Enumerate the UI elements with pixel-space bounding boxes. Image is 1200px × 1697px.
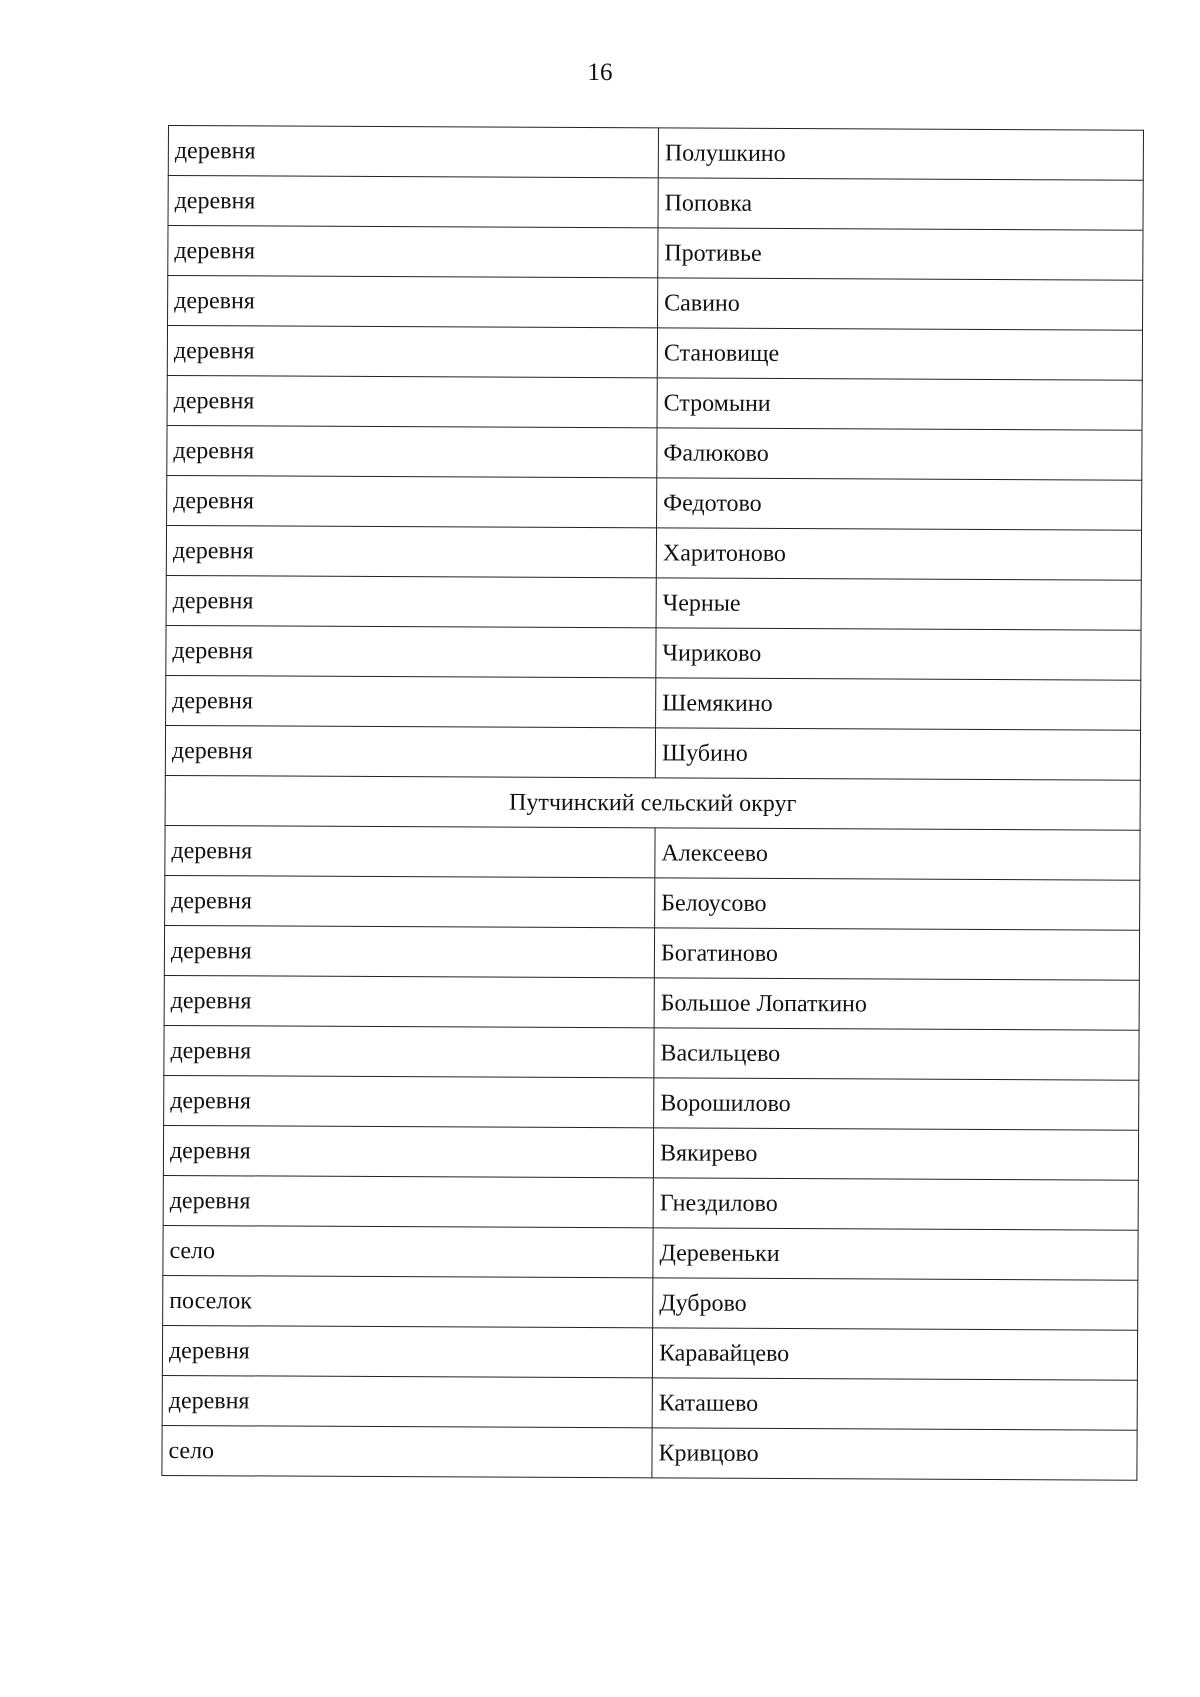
settlement-name-cell: Поповка bbox=[658, 178, 1143, 230]
settlement-name-cell: Алексеево bbox=[655, 828, 1140, 880]
settlement-type-cell: деревня bbox=[166, 575, 656, 627]
table-row bbox=[163, 1175, 1138, 1230]
settlement-name-cell: Большое Лопаткино bbox=[654, 978, 1139, 1030]
table-row bbox=[166, 625, 1141, 680]
table-row bbox=[163, 1225, 1138, 1280]
section-row bbox=[165, 775, 1140, 830]
section-title: Путчинский сельский округ bbox=[165, 775, 1140, 830]
settlement-name-cell: Васильцево bbox=[654, 1028, 1139, 1080]
settlements-table bbox=[161, 125, 1144, 1481]
table-row bbox=[167, 326, 1142, 381]
table-row bbox=[165, 875, 1140, 930]
table-row bbox=[168, 176, 1143, 231]
settlement-type-cell: деревня bbox=[164, 1025, 654, 1077]
settlement-name-cell: Дуброво bbox=[653, 1278, 1138, 1330]
settlement-name-cell: Шемякино bbox=[656, 678, 1141, 730]
table-row bbox=[168, 126, 1143, 181]
settlement-type-cell: деревня bbox=[163, 1125, 653, 1177]
settlement-type-cell: деревня bbox=[165, 725, 655, 777]
settlement-name-cell: Кривцово bbox=[652, 1428, 1137, 1480]
settlement-type-cell: деревня bbox=[166, 675, 656, 727]
settlement-name-cell: Савино bbox=[658, 278, 1143, 330]
table-row bbox=[165, 725, 1140, 780]
table-row bbox=[166, 575, 1141, 630]
settlement-name-cell: Стромыни bbox=[657, 378, 1142, 430]
table-row bbox=[163, 1275, 1138, 1330]
settlement-type-cell: деревня bbox=[168, 276, 658, 328]
settlement-name-cell: Становище bbox=[657, 328, 1142, 380]
settlement-type-cell: деревня bbox=[168, 226, 658, 278]
settlements-table-body bbox=[162, 126, 1144, 1481]
table-row bbox=[162, 1425, 1137, 1480]
settlement-type-cell: деревня bbox=[167, 475, 657, 527]
settlement-type-cell: село bbox=[162, 1425, 652, 1477]
settlement-type-cell: деревня bbox=[162, 1375, 652, 1427]
table-row bbox=[167, 375, 1142, 430]
table-row bbox=[168, 226, 1143, 281]
table-row bbox=[162, 1325, 1137, 1380]
settlement-type-cell: деревня bbox=[164, 925, 654, 977]
table-row bbox=[166, 525, 1141, 580]
settlement-type-cell: деревня bbox=[165, 825, 655, 877]
settlement-name-cell: Белоусово bbox=[655, 878, 1140, 930]
settlement-name-cell: Деревеньки bbox=[653, 1228, 1138, 1280]
settlement-name-cell: Харитоново bbox=[656, 528, 1141, 580]
table-row bbox=[164, 925, 1139, 980]
table-row bbox=[164, 1075, 1139, 1130]
settlement-name-cell: Черные bbox=[656, 578, 1141, 630]
settlement-name-cell: Гнездилово bbox=[653, 1178, 1138, 1230]
table-row bbox=[167, 425, 1142, 480]
settlement-name-cell: Полушкино bbox=[658, 128, 1143, 180]
settlement-type-cell: деревня bbox=[168, 176, 658, 228]
settlement-name-cell: Фалюково bbox=[657, 428, 1142, 480]
settlement-type-cell: деревня bbox=[167, 375, 657, 427]
settlement-type-cell: деревня bbox=[166, 625, 656, 677]
settlement-type-cell: деревня bbox=[168, 126, 658, 178]
table-row bbox=[166, 675, 1141, 730]
settlement-name-cell: Богатиново bbox=[654, 928, 1139, 980]
table-row bbox=[164, 975, 1139, 1030]
table-row bbox=[164, 1025, 1139, 1080]
settlement-name-cell: Ворошилово bbox=[654, 1078, 1139, 1130]
table-row bbox=[165, 825, 1140, 880]
settlement-type-cell: деревня bbox=[166, 525, 656, 577]
settlement-type-cell: поселок bbox=[163, 1275, 653, 1327]
settlement-name-cell: Федотово bbox=[657, 478, 1142, 530]
settlement-name-cell: Каташево bbox=[652, 1378, 1137, 1430]
page-number: 16 bbox=[587, 59, 613, 86]
settlement-type-cell: деревня bbox=[167, 326, 657, 378]
settlement-type-cell: деревня bbox=[167, 425, 657, 477]
table-row bbox=[163, 1125, 1138, 1180]
settlement-type-cell: деревня bbox=[163, 1175, 653, 1227]
settlement-name-cell: Чириково bbox=[656, 628, 1141, 680]
table-row bbox=[162, 1375, 1137, 1430]
settlement-name-cell: Вякирево bbox=[653, 1128, 1138, 1180]
table-row bbox=[168, 276, 1143, 331]
settlement-type-cell: деревня bbox=[165, 875, 655, 927]
table-row bbox=[167, 475, 1142, 530]
settlement-name-cell: Шубино bbox=[655, 728, 1140, 780]
settlement-type-cell: деревня bbox=[164, 975, 654, 1027]
settlement-name-cell: Каравайцево bbox=[652, 1328, 1137, 1380]
settlement-type-cell: деревня bbox=[162, 1325, 652, 1377]
settlement-type-cell: село bbox=[163, 1225, 653, 1277]
settlement-name-cell: Противье bbox=[658, 228, 1143, 280]
settlement-type-cell: деревня bbox=[164, 1075, 654, 1127]
